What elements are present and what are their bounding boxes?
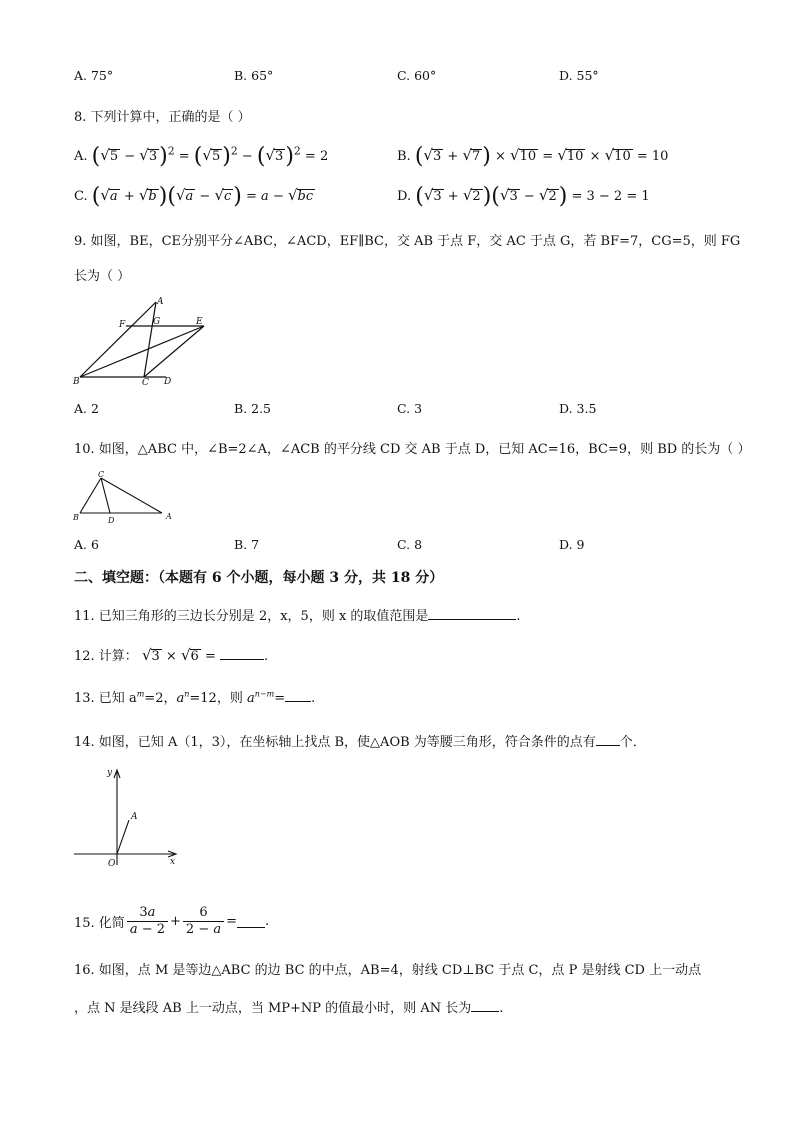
q13-answer-blank[interactable] <box>285 689 311 702</box>
q8-option-c-label: C. <box>74 189 88 204</box>
q9-label-e: E <box>196 317 203 327</box>
q9-label-d: D <box>164 377 172 387</box>
q16-line2: ，点 N 是线段 AB 上一动点，当 MP+NP 的值最小时，则 AN 长为 <box>74 1001 472 1016</box>
q12-expression: √3 × √6 = <box>141 646 220 664</box>
q10-option-c: C. 8 <box>397 537 423 552</box>
q13-stem: 13. 已知 a <box>74 691 137 706</box>
q10-stem: 10. 如图，△ABC 中，∠B=2∠A，∠ACB 的平分线 CD 交 AB 于点 D，已知 AC=16，BC=9，则 BD 的长为（ ） <box>74 442 751 457</box>
q8-option-b-label: B. <box>397 149 411 164</box>
q10-label-b: B <box>73 513 79 522</box>
q14-answer-blank[interactable] <box>596 733 620 746</box>
q14-figure <box>70 760 190 870</box>
q7-option-d: D. 55° <box>559 68 599 83</box>
q14-label-y: y <box>107 768 113 778</box>
q9-label-f: F <box>119 320 126 330</box>
section-2-heading: 二、填空题：（本题有 6 个小题，每小题 3 分，共 18 分） <box>74 570 444 586</box>
q9-label-c: C <box>142 378 149 388</box>
q9-label-g: G <box>153 317 161 327</box>
q14-end: 个． <box>619 735 646 750</box>
q15-stem: 15. 化简 <box>74 916 125 931</box>
q11-answer-blank[interactable] <box>428 607 516 620</box>
q8-option-d: D. (√3 + √2)(√3 − √2) = 3 − 2 = 1 <box>397 184 650 209</box>
q11 <box>74 605 521 624</box>
q12-stem: 12. 计算： <box>74 649 138 664</box>
q10-option-d: D. 9 <box>559 537 585 552</box>
q15-fraction-2: $\frac{6}{2 - a}$ <box>183 905 224 938</box>
q10-option-b: B. 7 <box>234 537 260 552</box>
q14-label-a: A <box>131 812 138 822</box>
q9-option-d: D. 3.5 <box>559 401 597 416</box>
q11-end: . <box>516 609 521 624</box>
q15-end: . <box>265 914 270 929</box>
q16-answer-blank[interactable] <box>471 999 499 1012</box>
q15: 15. 化简 $\frac{3a}{a - 2}$ + $\frac{6}{2 - a}$ = . <box>74 905 270 937</box>
q8-option-c: C. (√a + √b)(√a − √c) = a − √bc <box>74 184 314 209</box>
q7-option-b: B. 65° <box>234 68 274 83</box>
q9-option-c: C. 3 <box>397 401 423 416</box>
q16-line2-wrap <box>74 997 503 1016</box>
q10-label-a: A <box>166 512 172 521</box>
q14 <box>74 731 646 750</box>
q11-stem: 11. 已知三角形的三边长分别是 2，x，5，则 x 的取值范围是 <box>74 609 429 624</box>
q7-option-c: C. 60° <box>397 68 437 83</box>
q14-label-o: O <box>108 859 116 869</box>
q9-option-b: B. 2.5 <box>234 401 272 416</box>
q9-option-a: A. 2 <box>74 401 99 416</box>
q14-label-x: x <box>170 857 176 867</box>
q10-label-c: C <box>98 470 105 479</box>
q13-end: . <box>311 691 316 706</box>
q10-option-a: A. 6 <box>74 537 99 552</box>
q7-option-a: A. 75° <box>74 68 114 83</box>
q8-option-d-label: D. <box>397 189 412 204</box>
q8-stem: 8. 下列计算中，正确的是（ ） <box>74 110 251 125</box>
q12-end: . <box>263 649 269 664</box>
q9-stem-line2: 长为（ ） <box>74 269 131 284</box>
q12-answer-blank[interactable] <box>220 647 264 660</box>
q16-line1: 16. 如图，点 M 是等边△ABC 的边 BC 的中点，AB=4，射线 CD⊥BC 于点 C，点 P 是射线 CD 上一动点 <box>74 963 702 978</box>
q14-stem: 14. 如图，已知 A（1，3），在坐标轴上找点 B，使△AOB 为等腰三角形，符合条件的点有 <box>74 735 596 750</box>
q9-figure <box>70 296 220 388</box>
q9-label-a: A <box>157 297 164 307</box>
q13: 13. 已知 $a^m=2$，$a^n=12$，则 $a^{n-m}=$ . <box>74 689 316 706</box>
q8-option-a: A. $(√5 - √3)^2 = (√5)^2 - (√3)^2 = 2$ <box>74 144 329 169</box>
q9-label-b: B <box>73 377 80 387</box>
q15-fraction-1: $\frac{3a}{a - 2}$ <box>127 905 168 938</box>
q8-option-a-label: A. <box>74 149 88 164</box>
q12 <box>74 645 268 664</box>
q16-end: . <box>499 1001 504 1016</box>
q8-option-b: B. (√3 + √7) × √10 = √10 × √10 = 10 <box>397 144 669 169</box>
q9-stem-line1: 9. 如图，BE，CE分别平分∠ABC，∠ACD，EF∥BC，交 AB 于点 F，交 AC 于点 G，若 BF=7，CG=5，则 FG <box>74 234 741 249</box>
q10-label-d: D <box>108 516 115 525</box>
q10-figure <box>70 468 180 526</box>
q15-answer-blank[interactable] <box>237 915 265 928</box>
